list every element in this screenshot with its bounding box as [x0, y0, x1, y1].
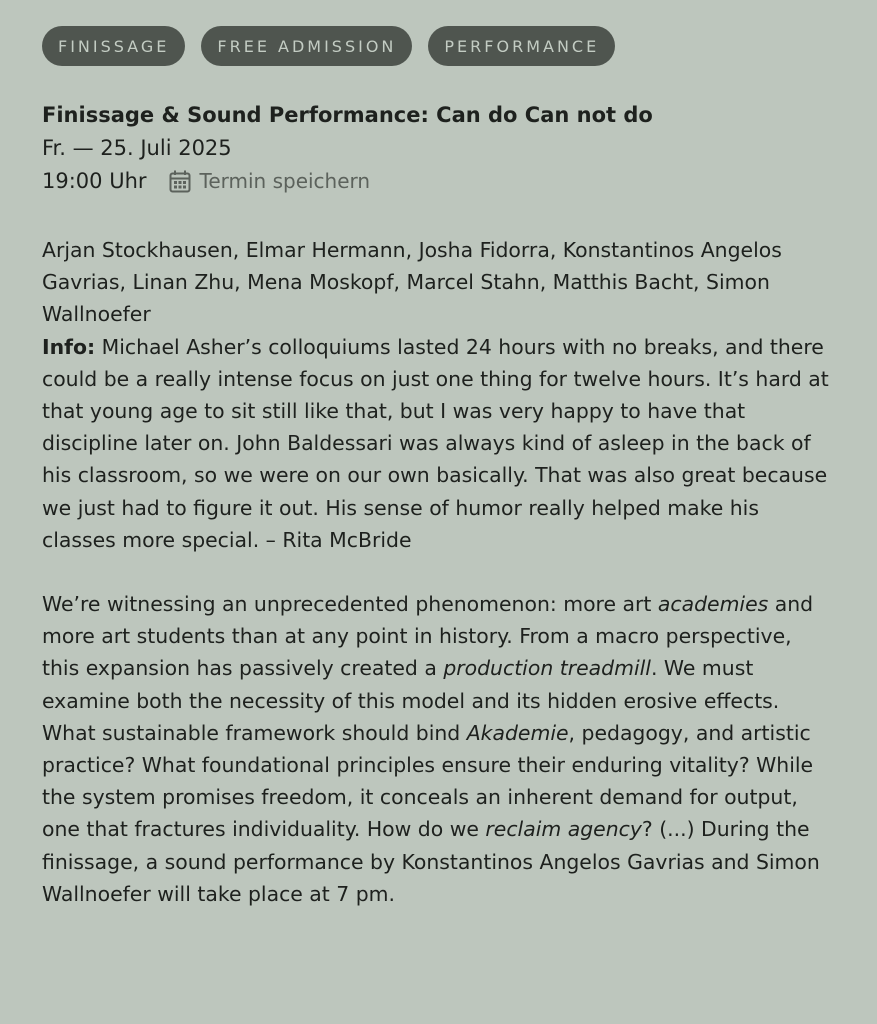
event-time: 19:00 Uhr [42, 169, 147, 193]
event-header [42, 99, 835, 198]
save-date-button[interactable] [169, 169, 371, 193]
event-description [42, 588, 835, 910]
description-part-1: We’re witnessing an unprecedented phenomenon: more art [42, 592, 658, 617]
description-part-5: ? (...) During the finissage, a sound performance by Konstantinos Angelos Gavrias and Simon Wallnoefer will take place at 7 pm. [42, 817, 820, 906]
description-em-akademie: Akademie [466, 720, 569, 745]
info-label: Info: [42, 334, 96, 359]
description-em-reclaim-agency: reclaim agency [485, 817, 642, 842]
event-body [42, 234, 835, 910]
tag-performance[interactable]: PERFORMANCE [428, 26, 615, 66]
event-time-row [42, 164, 835, 198]
save-date-label: Termin speichern [199, 169, 371, 193]
description-part-2: and more art students than at any point in history. From a macro perspective, this expansion has passively created a [42, 592, 814, 681]
info-text: Michael Asher’s colloquiums lasted 24 hours with no breaks, and there could be a really intense focus on just one thing for twelve hours. It’s hard at that young age to sit still like that, but I was very happy to have that discipline later on. John Baldessari was always kind of asleep in the back of his classroom, so we were on our own basically. That was also great because we just had to figure it out. His sense of humor really helped make his classes more special. – Rita McBride [42, 334, 829, 552]
description-em-production-treadmill: production treadmill [443, 656, 651, 681]
description-part-3: . We must examine both the necessity of this model and its hidden erosive effects. What sustainable framework should bind [42, 656, 780, 745]
event-title: Finissage & Sound Performance: Can do Can not do [42, 103, 653, 127]
event-date: Fr. — 25. Juli 2025 [42, 136, 232, 160]
description-part-4: , pedagogy, and artistic practice? What foundational principles ensure their enduring vitality? While the system promises freedom, it conceals an inherent demand for output, one that fractures individuality. How do we [42, 720, 814, 842]
calendar-icon [169, 170, 191, 193]
participants-list: Arjan Stockhausen, Elmar Hermann, Josha Fidorra, Konstantinos Angelos Gavrias, Linan Zhu, Mena Moskopf, Marcel Stahn, Matthis Bacht, Simon Wallnoefer [42, 238, 782, 327]
tag-free-admission[interactable]: FREE ADMISSION [201, 26, 412, 66]
tag-finissage[interactable]: FINISSAGE [42, 26, 185, 66]
participants-and-info [42, 234, 835, 556]
description-em-academies: academies [657, 592, 769, 617]
tag-list [42, 26, 835, 66]
